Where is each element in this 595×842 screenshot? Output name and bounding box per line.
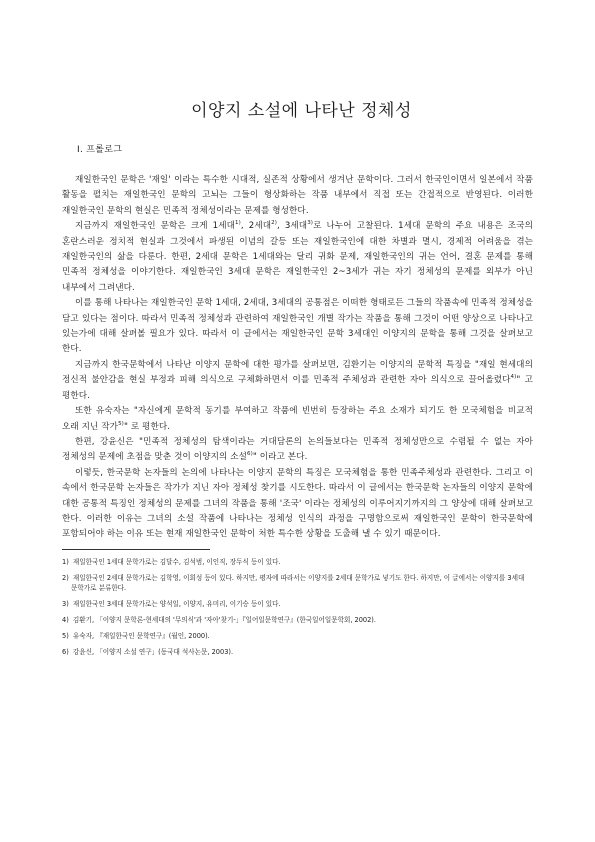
paragraph-text: " 고 평한다. xyxy=(62,375,533,401)
paragraph-text: 지금까지 한국문학에서 나타난 이양지 문학에 대한 평가를 살펴보면, 김환기는 이양지의 문학적 특징을 "재일 현세대의 정신적 불안감을 현실 부정과 피해 의식으로 구체화하면서 이를 민족적 주체성과 관련한 자아 의식으로 끌어올렸다 xyxy=(62,359,533,386)
body-text xyxy=(62,173,533,543)
footnote-text: 재일한국인 2세대 문학가로는 김학영, 이회성 등이 있다. 하지만, 평자에 따라서는 이양지를 2세대 문학가로 넣기도 한다. 하지만, 이 글에서는 이양지를 3세대 문학가로 분류한다. xyxy=(71,573,525,592)
paragraph xyxy=(62,219,533,296)
footnote-ref[interactable]: 6) xyxy=(247,451,253,458)
paragraph xyxy=(62,358,533,404)
footnotes xyxy=(62,557,533,657)
footnote-divider xyxy=(62,549,210,550)
footnote-number: 3) xyxy=(62,599,69,608)
footnote-text: 재일한국인 3세대 문학가로는 양석일, 이양지, 유미리, 이기승 등이 있다. xyxy=(72,599,281,608)
paragraph-text: " 로 평한다. xyxy=(123,421,171,432)
footnote-number: 2) xyxy=(62,573,69,582)
footnote-ref[interactable]: 2) xyxy=(271,220,277,227)
paragraph xyxy=(62,404,533,435)
footnote xyxy=(62,557,533,567)
paragraph-text: , 3세대 xyxy=(276,221,308,232)
paragraph-text: 한편, 강윤신은 "민족적 정체성의 탐색이라는 거대담론의 논의들보다는 민족적 정체성만으로 수렴될 수 없는 자아 정체성의 문제에 초점을 맞춘 것이 이양지의 소설 xyxy=(62,436,533,463)
paragraph xyxy=(62,296,533,358)
footnote-text: 김환기, 「이양지 문학론-현세대의 '무의식'과 '자아'찾기-」『일어일문학연구』(한국일어일문학회, 2002). xyxy=(72,615,376,624)
paragraph-text: , 2세대 xyxy=(240,221,272,232)
footnote-ref[interactable]: 5) xyxy=(118,420,124,427)
footnote-number: 5) xyxy=(62,631,69,640)
footnote-number: 1) xyxy=(62,557,69,566)
footnote xyxy=(62,615,533,625)
paragraph-text: 또한 유숙자는 "자신에게 문학적 동기를 부여하고 작품에 빈번히 등장하는 주요 소재가 되기도 한 모국체험을 비교적 오래 지닌 작가 xyxy=(62,406,533,432)
footnote-ref[interactable]: 4) xyxy=(510,374,517,381)
paragraph xyxy=(62,435,533,466)
footnote-text: 유숙자, 『재일한국인 문학연구』(월인, 2000). xyxy=(72,631,210,640)
footnote xyxy=(62,599,533,609)
paragraph-text: " 이라고 본다. xyxy=(252,452,308,463)
paragraph-text: 로 나누어 고찰된다. 1세대 문학의 주요 내용은 조국의 혼란스러운 정치적 현실과 그것에서 파생된 이념의 갈등 또는 재일한국인에 대한 차별과 멸시, 경제적 어려움을 겪는 재일한국인의 삶을 다룬다. 한편, 2세대 문학은 1세대와는 달리 귀화 문제, 재일한국인의 귀는 언어, 결혼 문제를 통해 민족적 정체성을 이야기한다. 재일한국인 3세대 문학은 재일한국인 2~3세가 귀는 자기 정체성의 문제를 외부가 아닌 내부에서 그려낸다. xyxy=(62,221,533,293)
footnote-ref[interactable]: 1) xyxy=(235,220,241,227)
footnote-number: 6) xyxy=(62,647,69,656)
footnote-number: 4) xyxy=(62,615,69,624)
footnote xyxy=(62,573,533,593)
paragraph xyxy=(62,173,533,219)
paragraph-text: 지금까지 재일한국인 문학은 크게 1세대 xyxy=(75,221,236,232)
page-title: 이양지 소설에 나타난 정체성 xyxy=(191,101,412,121)
paragraph xyxy=(62,466,533,543)
footnote-text: 강윤신, 「이양지 소설 연구」(동국대 석사논문, 2003). xyxy=(72,647,234,656)
paragraph-text: 재일한국인 문학은 '재일' 이라는 특수한 시대적, 실존적 상황에서 생겨난 문학이다. 그러서 한국인이면서 일본에서 작품 활동을 펼치는 재일한국인 문학의 고뇌는 그들이 형상화하는 작품 내부에서 직접 또는 간접적으로 반영된다. 이러한 재일한국인 문학의 현실은 민족적 정체성이라는 문제를 형성한다. xyxy=(62,175,533,216)
footnote xyxy=(62,647,533,657)
footnote-text: 재일한국인 1세대 문학가로는 김달수, 김석범, 이인직, 장두식 등이 있다. xyxy=(72,557,281,566)
footnote xyxy=(62,631,533,641)
section-heading: Ⅰ. 프롤로그 xyxy=(77,145,123,155)
paragraph-text: 이렇듯, 한국문학 논자들의 논의에 나타나는 이양지 문학의 특징은 모국체험을 통한 민족주체성과 관련한다. 그리고 이 속에서 한국문학 논자들은 작가가 지닌 자아 정체성 찾기를 시도한다. 따라서 이 글에서는 한국문학 논자들의 이양지 문학에 대한 공통적 특징인 정체성의 문제를 그녀의 작품을 통해 '조국' 이라는 정체성의 이루어지기까지의 그 양상에 대해 살펴보고 한다. 이러한 이유는 그녀의 소설 작품에 나타나는 정체성 인식의 과정을 구명함으로써 재일한국인 문학이 한국문학에 포함되어야 하는 이유 또는 현재 재일한국인 문학이 처한 특수한 상황을 도출해 낼 수 있기 때문이다. xyxy=(62,467,533,540)
paragraph-text: 이를 통해 나타나는 재일한국인 문학 1세대, 2세대, 3세대의 공통점은 이떠한 형태로든 그들의 작품속에 민족적 정체성을 담고 있다는 점이다. 따라서 민족적 정체성과 관련하여 재일한국인 개별 작가는 작품을 통해 그것이 어떤 양상으로 나타나고 있는가에 대해 살펴볼 필요가 있다. 따라서 이 글에서는 재일한국인 문학 3세대인 이양지의 문학을 통해 그것을 살펴보고 한다. xyxy=(62,298,533,355)
footnote-ref[interactable]: 3) xyxy=(307,220,314,227)
